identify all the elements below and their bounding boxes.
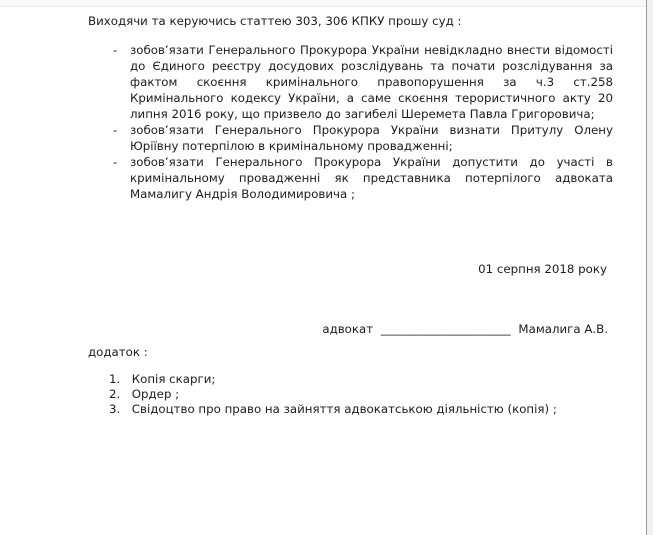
signature-role: адвокат <box>322 322 374 336</box>
bullet-marker: - <box>113 43 118 57</box>
signature-name: Мамалига А.В. <box>518 322 608 336</box>
attachment-item <box>109 372 645 387</box>
page-right-edge <box>646 0 653 535</box>
intro-paragraph: Виходячи та керуючись статтею 303, 306 КПКУ прошу суд : <box>88 14 462 28</box>
attachment-text: Ордер ; <box>131 387 180 401</box>
document-page <box>0 7 645 417</box>
petition-list <box>0 42 645 202</box>
bullet-marker: - <box>113 155 118 169</box>
petition-item-text: зобов’язати Генерального Прокурора України допустити до участі в кримінальному провадженні як представника потерпілого адвоката Мамалигу Андрія Володимировича ; <box>130 155 613 201</box>
bullet-marker: - <box>113 123 118 137</box>
attachments-list <box>109 372 645 417</box>
attachment-number: 1. <box>109 372 121 386</box>
attachment-number: 3. <box>109 402 121 416</box>
signature-line <box>0 321 608 337</box>
attachments-label: додаток : <box>88 345 148 359</box>
signature-underline: ______________________ <box>380 322 511 336</box>
attachment-text: Копія скарги; <box>131 372 216 386</box>
attachment-item <box>109 402 645 417</box>
date-line: 01 серпня 2018 року <box>478 262 607 276</box>
attachment-item <box>109 387 645 402</box>
page-top-edge <box>0 0 653 7</box>
attachment-number: 2. <box>109 387 121 401</box>
petition-item <box>113 154 613 202</box>
petition-item-text: зобов’язати Генерального Прокурора України невідкладно внести відомості до Єдиного реєстру досудових розслідувань та почати розслідування за фактом скоєння кримінального правопорушення за ч.3 ст.258 Кримінального кодексу України, а саме скоєння терористичного акту 20 липня 2016 року, що призвело до загибелі Шеремета Павла Григоровича; <box>130 43 613 121</box>
attachment-text: Свідоцтво про право на зайняття адвокатською діяльністю (копія) ; <box>131 402 557 416</box>
petition-item-text: зобов’язати Генерального Прокурора України визнати Притулу Олену Юріївну потерпілою в кримінальному провадженні; <box>130 123 613 153</box>
petition-item <box>113 122 613 154</box>
petition-item <box>113 42 613 122</box>
